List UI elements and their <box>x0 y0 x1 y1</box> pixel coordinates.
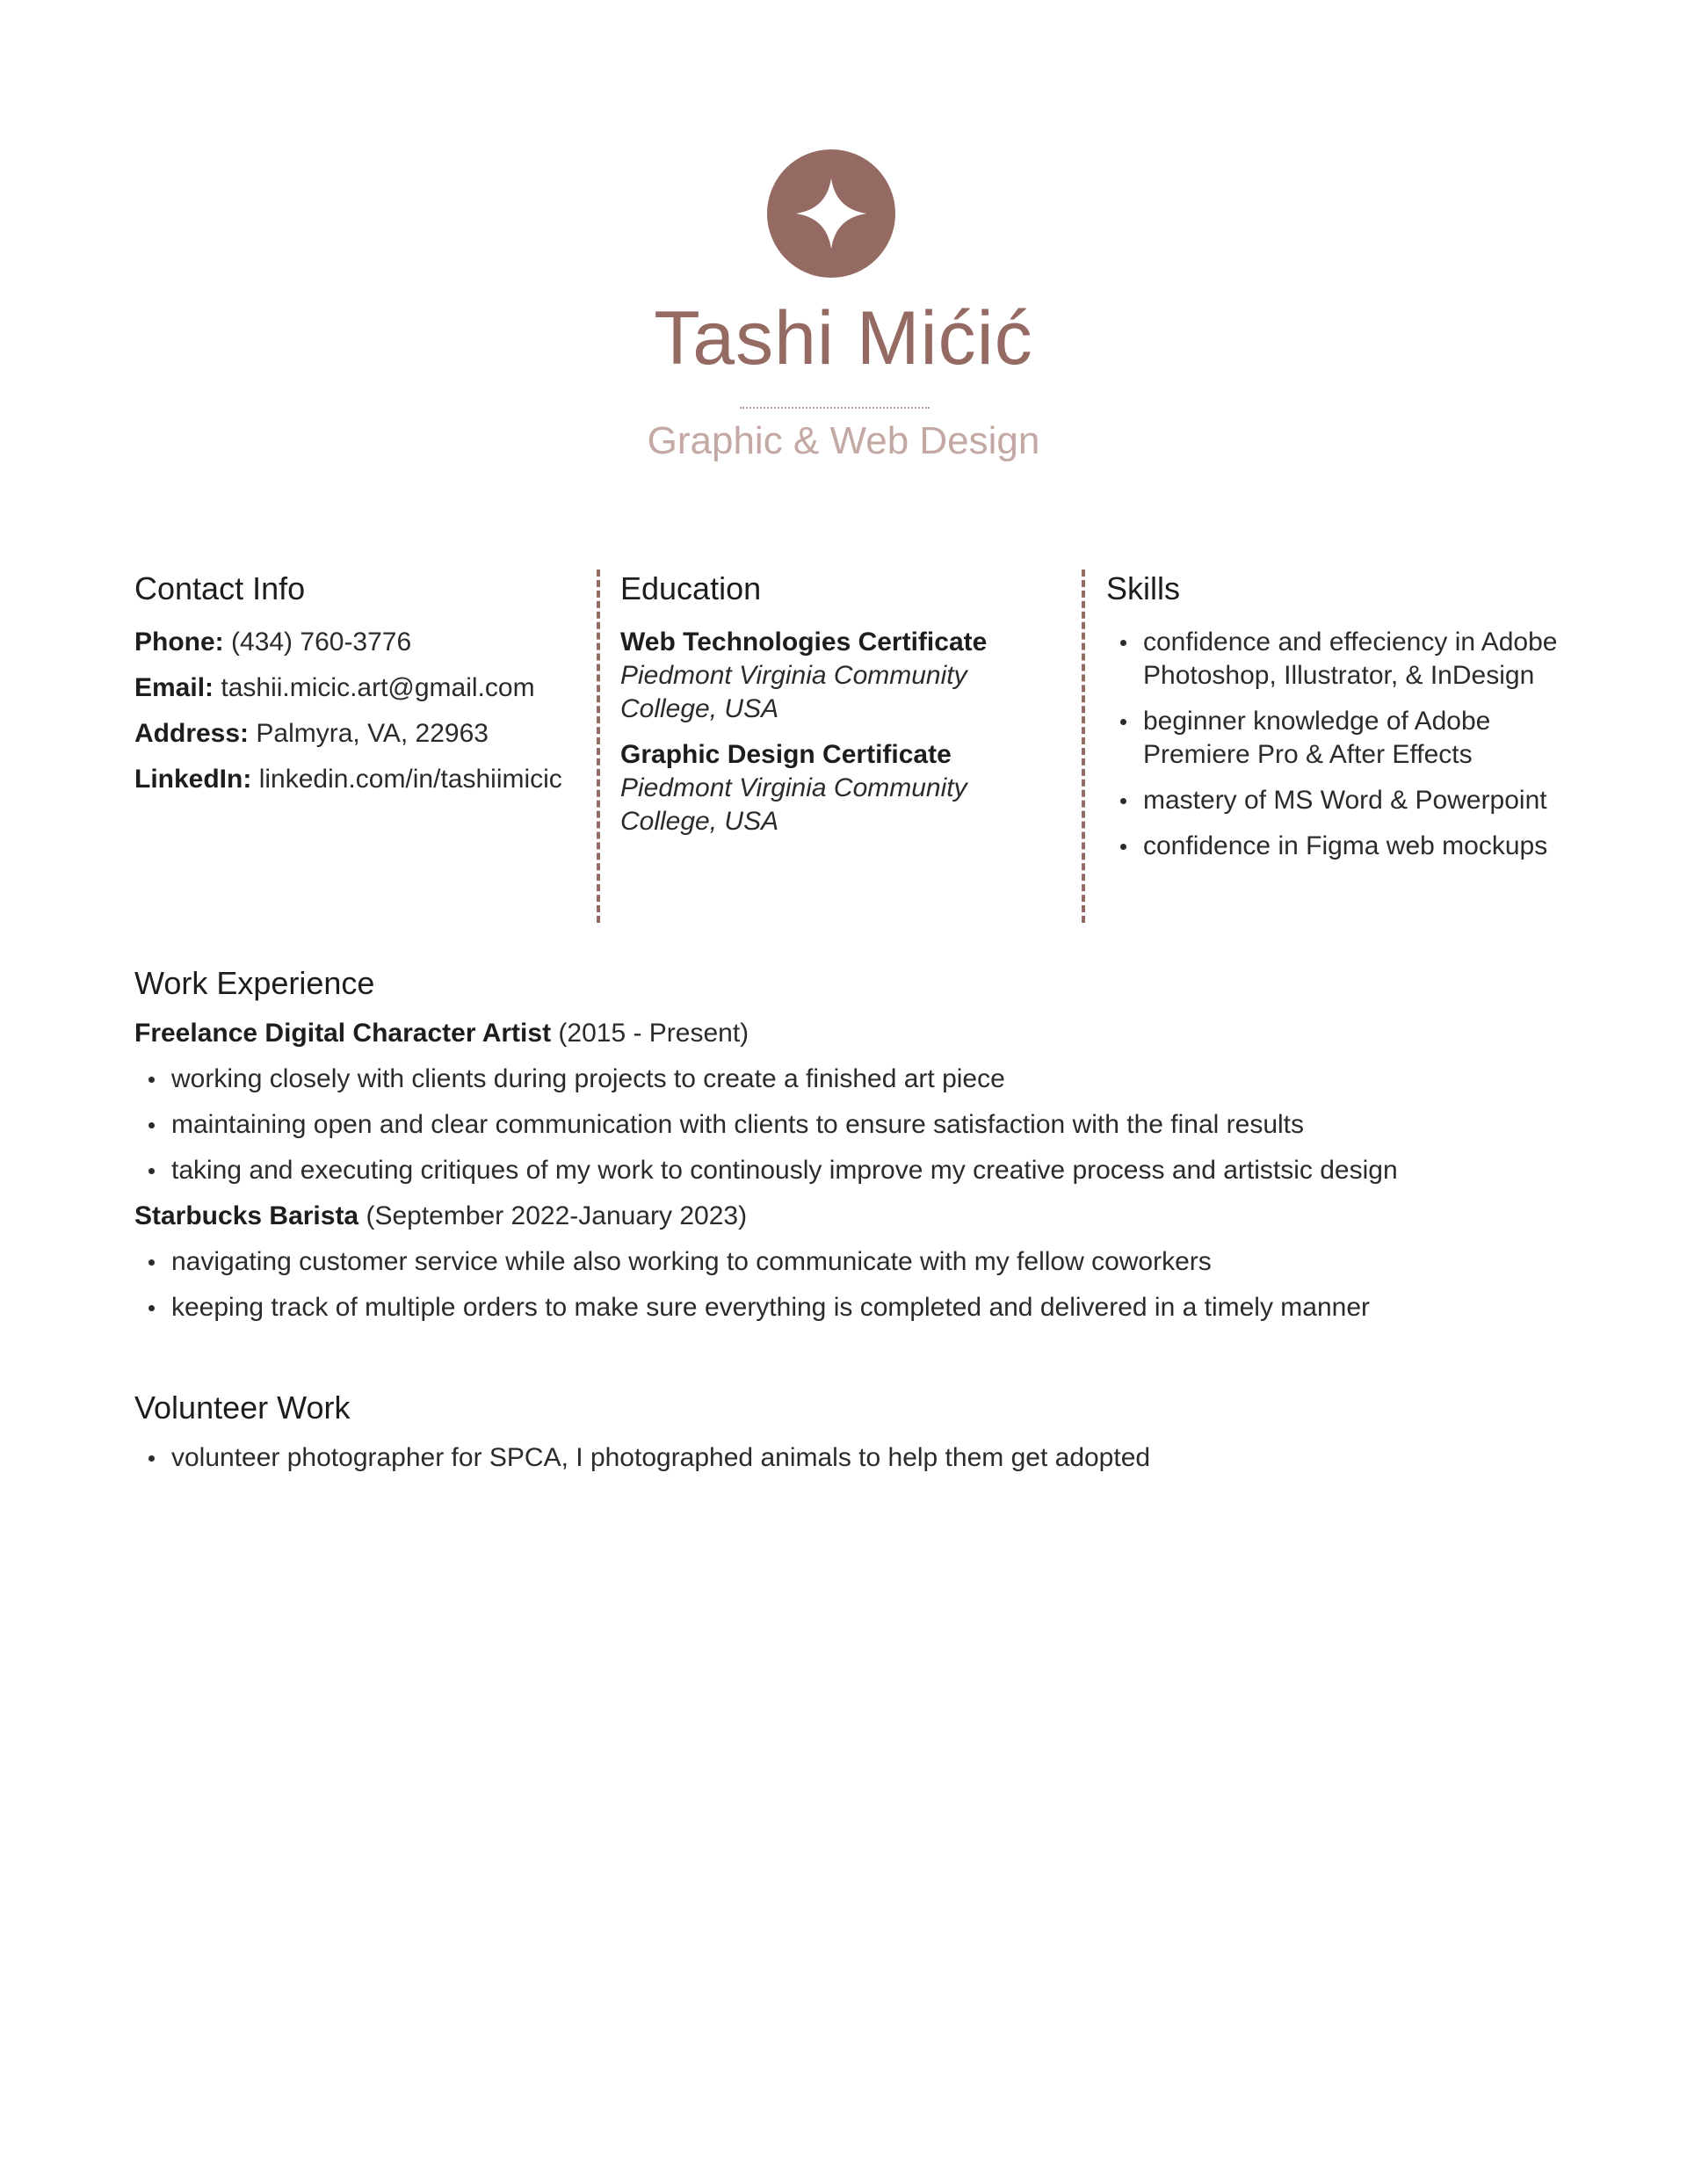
job-title: Freelance Digital Character Artist <box>134 1019 552 1048</box>
contact-value: Palmyra, VA, 22963 <box>256 719 489 748</box>
contact-label: Address: <box>134 719 250 748</box>
job-bullets <box>134 1245 1558 1324</box>
volunteer-section <box>134 1389 1558 1487</box>
title-divider <box>740 407 930 409</box>
subtitle: Graphic & Web Design <box>647 419 1040 462</box>
contact-linkedin <box>134 763 583 796</box>
skills-list <box>1106 626 1563 863</box>
contact-address <box>134 717 583 751</box>
list-item: working closely with clients during projects to create a finished art piece <box>171 1063 1558 1096</box>
contact-label: Email: <box>134 673 214 702</box>
skills-heading: Skills <box>1106 570 1181 606</box>
work-heading: Work Experience <box>134 965 375 1001</box>
education-school: Piedmont Virginia Community College, USA <box>620 773 967 836</box>
page-title: Tashi Mićić <box>654 296 1033 381</box>
contact-value: tashii.micic.art@gmail.com <box>221 673 535 702</box>
contact-value: (434) 760-3776 <box>231 628 412 657</box>
column-divider <box>1082 570 1085 923</box>
education-section <box>620 570 1068 851</box>
list-item: confidence and effeciency in Adobe Photoshop, Illustrator, & InDesign <box>1143 626 1563 693</box>
list-item: beginner knowledge of Adobe Premiere Pro & After Effects <box>1143 705 1563 772</box>
contact-phone <box>134 626 583 659</box>
volunteer-heading: Volunteer Work <box>134 1389 351 1426</box>
job-header <box>134 1200 1558 1233</box>
list-item: mastery of MS Word & Powerpoint <box>1143 784 1563 817</box>
education-title: Web Technologies Certificate <box>620 628 988 657</box>
education-heading: Education <box>620 570 762 606</box>
job-bullets <box>134 1063 1558 1187</box>
logo-badge <box>767 149 895 278</box>
job-dates: (September 2022-January 2023) <box>366 1201 748 1230</box>
education-school: Piedmont Virginia Community College, USA <box>620 661 967 723</box>
list-item: volunteer photographer for SPCA, I photographed animals to help them get adopted <box>171 1441 1558 1475</box>
education-entry <box>620 626 1068 726</box>
four-point-star-icon <box>794 177 868 250</box>
job-header <box>134 1017 1558 1050</box>
education-entry <box>620 738 1068 838</box>
contact-email <box>134 671 583 705</box>
job-title: Starbucks Barista <box>134 1201 359 1230</box>
list-item: taking and executing critiques of my work to continously improve my creative process and artistsic design <box>171 1154 1558 1187</box>
contact-section <box>134 570 583 809</box>
skills-section <box>1106 570 1563 875</box>
column-divider <box>597 570 600 923</box>
list-item: confidence in Figma web mockups <box>1143 830 1563 863</box>
volunteer-list <box>134 1441 1558 1475</box>
job-dates: (2015 - Present) <box>558 1019 749 1048</box>
contact-label: LinkedIn: <box>134 765 252 794</box>
work-experience-section <box>134 964 1558 1337</box>
contact-heading: Contact Info <box>134 570 306 606</box>
list-item: keeping track of multiple orders to make sure everything is completed and delivered in a timely manner <box>171 1291 1558 1324</box>
list-item: navigating customer service while also working to communicate with my fellow coworkers <box>171 1245 1558 1279</box>
list-item: maintaining open and clear communication with clients to ensure satisfaction with the final results <box>171 1108 1558 1142</box>
education-title: Graphic Design Certificate <box>620 740 952 769</box>
contact-value: linkedin.com/in/tashiimicic <box>258 765 562 794</box>
contact-label: Phone: <box>134 628 224 657</box>
